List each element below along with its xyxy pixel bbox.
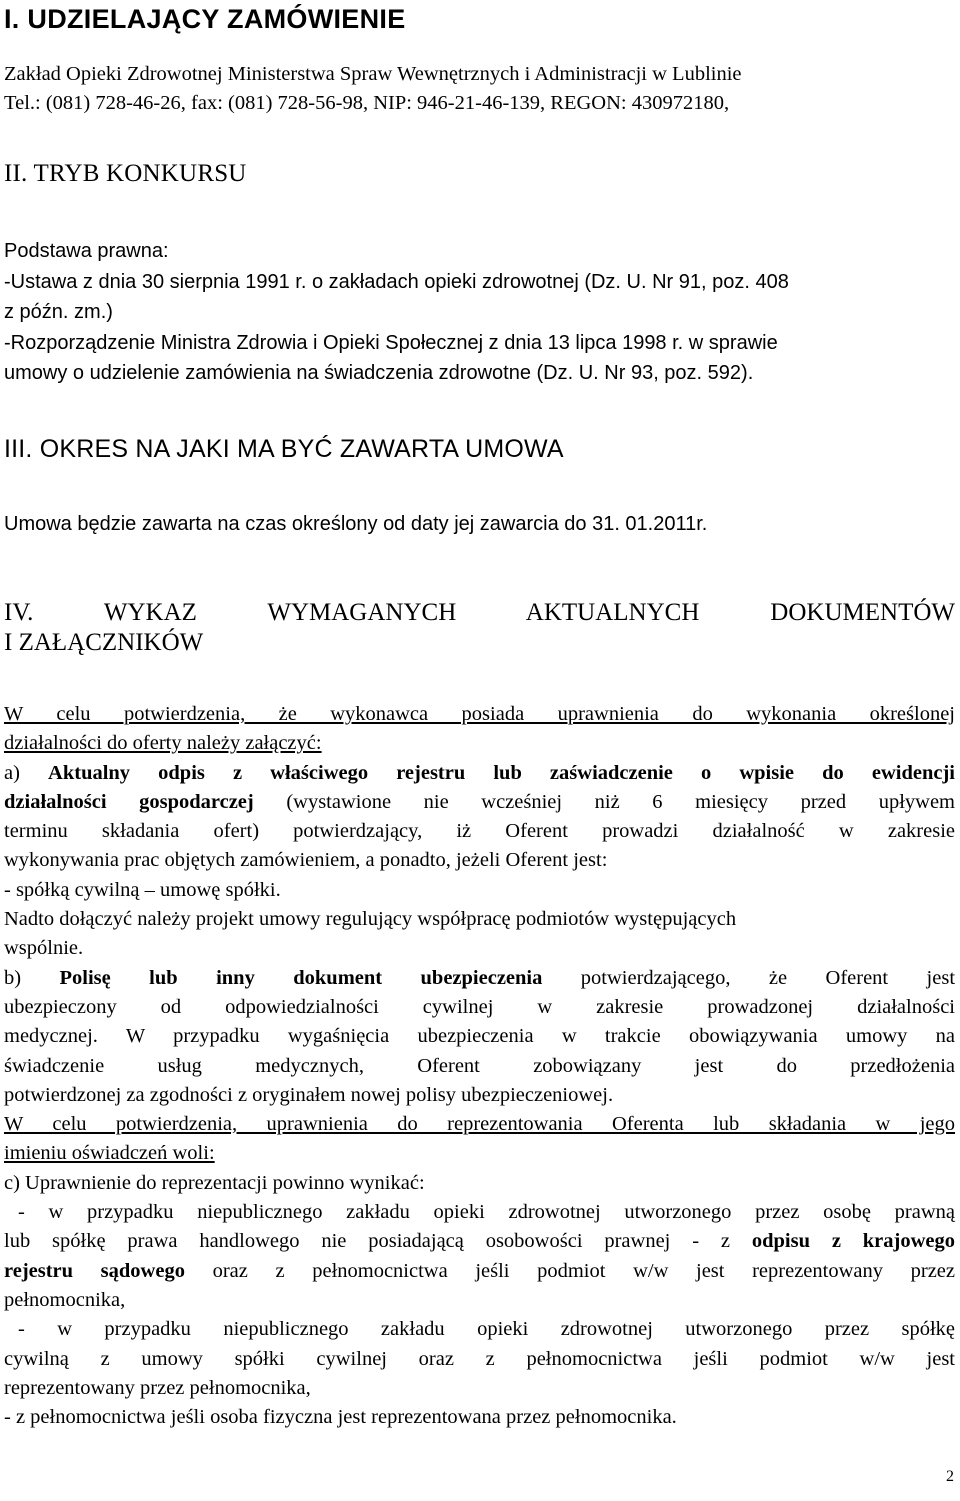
contract-period: Umowa będzie zawarta na czas określony od daty jej zawarcia do 31. 01.2011r.: [4, 513, 708, 535]
contracting-party-info: [4, 60, 956, 118]
law-1-line-1: -Ustawa z dnia 30 sierpnia 1991 r. o zakładach opieki zdrowotnej (Dz. U. Nr 91, poz. 408: [4, 270, 789, 293]
item-a-bold-1: Aktualny odpis z właściwego rejestru lub zaświadczenie o wpisie do ewidencji: [48, 761, 955, 784]
section-3-heading: III. OKRES NA JAKI MA BYĆ ZAWARTA UMOWA: [4, 435, 564, 463]
item-b-line-3: medycznej. W przypadku wygaśnięcia ubezpieczenia w trakcie obowiązywania umowy na: [4, 1025, 955, 1048]
institution-name: Zakład Opieki Zdrowotnej Ministerstwa Spraw Wewnętrznych i Administracji w Lublinie: [4, 63, 742, 85]
item-a-line-3: terminu składania ofert) potwierdzający, iż Oferent prowadzi działalność w zakresie: [4, 820, 955, 843]
item-b-line-2: ubezpieczony od odpowiedzialności cywilnej w zakresie prowadzonej działalności: [4, 995, 955, 1018]
item-c-line-9: - z pełnomocnictwa jeśli osoba fizyczna jest reprezentowana przez pełnomocnika.: [4, 1406, 677, 1429]
legal-basis-label: Podstawa prawna:: [4, 240, 169, 262]
item-c-line-2: - w przypadku niepublicznego zakładu opieki zdrowotnej utworzonego przez osobę prawną: [18, 1201, 955, 1224]
item-b-line-4: świadczenie usług medycznych, Oferent zobowiązany jest do przedłożenia: [4, 1054, 955, 1077]
item-a-line-4: wykonywania prac objętych zamówieniem, a ponadto, jeżeli Oferent jest:: [4, 849, 608, 872]
item-a-rest-2: (wystawione nie wcześniej niż 6 miesięcy przed upływem: [253, 790, 955, 813]
item-c-line-3: [4, 1227, 955, 1256]
item-a-line-7: wspólnie.: [4, 937, 84, 960]
section-4-body: [4, 700, 955, 1432]
item-c-line-4-bold: rejestru sądowego: [4, 1259, 185, 1282]
item-c-line-5: pełnomocnika,: [4, 1288, 126, 1311]
item-c-line-4-text: oraz z pełnomocnictwa jeśli podmiot w/w jest reprezentowany przez: [184, 1259, 955, 1282]
law-1-line-2: z późn. zm.): [4, 301, 113, 323]
section-4-heading-line-1: IV. WYKAZ WYMAGANYCH AKTUALNYCH DOKUMENTÓW: [4, 599, 955, 626]
item-b-line-5: potwierdzonej za zgodności z oryginałem nowej polisy ubezpieczeniowej.: [4, 1083, 614, 1106]
intro-line-2: działalności do oferty należy załączyć:: [4, 732, 322, 755]
section-1-heading: I. UDZIELAJĄCY ZAMÓWIENIE: [4, 4, 406, 34]
section-4-heading-line-2: I ZAŁĄCZNIKÓW: [4, 629, 204, 656]
item-a-line-1: [4, 759, 955, 788]
section-4-heading: [4, 598, 955, 658]
item-b-line-1: [4, 964, 955, 993]
item-c-line-3-text: lub spółkę prawa handlowego nie posiadającą osobowości prawnej - z: [4, 1230, 752, 1253]
section-2-heading: II. TRYB KONKURSU: [4, 160, 247, 187]
item-c-line-3-bold: odpisu z krajowego: [751, 1230, 955, 1253]
item-a-bold-2: działalności gospodarczej: [4, 790, 254, 813]
intro-line-1: W celu potwierdzenia, że wykonawca posiada uprawnienia do wykonania określonej: [4, 703, 955, 725]
law-2-line-2: umowy o udzielenie zamówienia na świadczenia zdrowotne (Dz. U. Nr 93, poz. 592).: [4, 362, 754, 384]
page-number: 2: [946, 1468, 954, 1485]
item-c-line-8: reprezentowany przez pełnomocnika,: [4, 1376, 311, 1399]
item-c-line-1: c) Uprawnienie do reprezentacji powinno wynikać:: [4, 1171, 425, 1194]
item-c-line-7: cywilną z umowy spółki cywilnej oraz z pełnomocnictwa jeśli podmiot w/w jest: [4, 1347, 955, 1370]
contract-period-text: [4, 510, 956, 538]
item-b-rest-1: potwierdzającego, że Oferent jest: [542, 966, 956, 989]
item-a-line-5: - spółką cywilną – umowę spółki.: [4, 878, 281, 901]
representation-line-2: imieniu oświadczeń woli:: [4, 1142, 215, 1165]
law-2-line-1: -Rozporządzenie Ministra Zdrowia i Opieki Społecznej z dnia 13 lipca 1998 r. w sprawie: [4, 331, 778, 354]
item-a-line-2: [4, 788, 955, 817]
legal-basis: [4, 236, 956, 389]
item-c-line-6: - w przypadku niepublicznego zakładu opieki zdrowotnej utworzonego przez spółkę: [18, 1318, 955, 1341]
item-b-bold: Polisę lub inny dokument ubezpieczenia: [59, 966, 543, 989]
representation-line-1: W celu potwierdzenia, uprawnienia do reprezentowania Oferenta lub składania w jego: [4, 1113, 955, 1136]
item-c-line-4: [4, 1257, 955, 1286]
item-a-line-6: Nadto dołączyć należy projekt umowy regulujący współpracę podmiotów występujących: [4, 908, 737, 931]
item-b-prefix: b): [4, 966, 60, 989]
item-a-prefix: a): [4, 761, 49, 784]
contact-details: Tel.: (081) 728-46-26, fax: (081) 728-56-98, NIP: 946-21-46-139, REGON: 430972180,: [4, 92, 730, 114]
